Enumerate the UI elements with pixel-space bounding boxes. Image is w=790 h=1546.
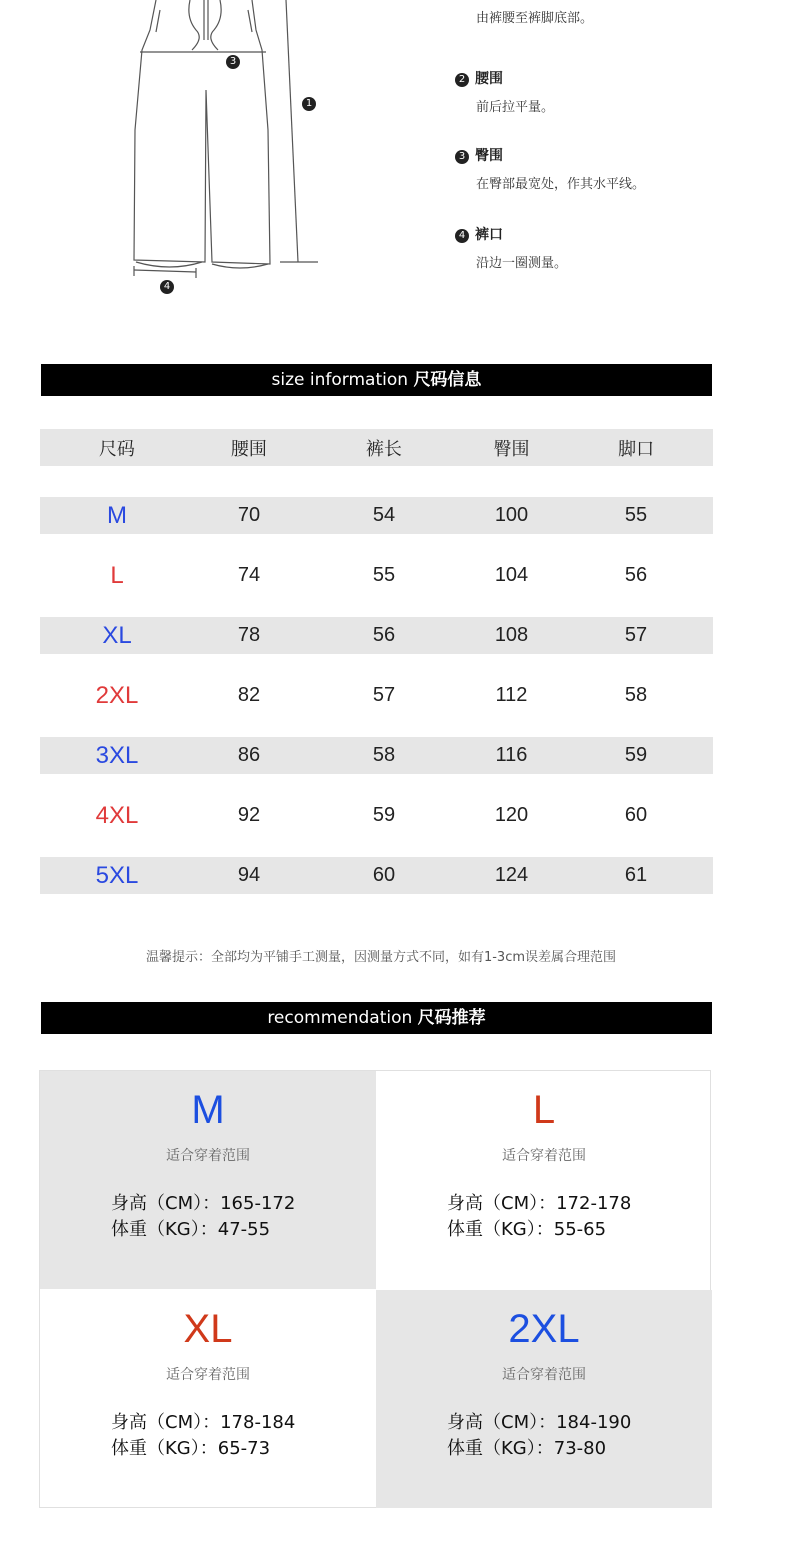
- rec-height: 身高（CM）：165-172: [111, 1193, 296, 1214]
- row-hem: 60: [624, 804, 648, 826]
- row-hip: 100: [494, 504, 529, 526]
- row-hip: 112: [495, 684, 528, 706]
- table-row: [40, 557, 713, 594]
- rec-range-label: 适合穿着范围: [166, 1148, 250, 1164]
- table-row: [40, 497, 713, 534]
- banner-en: recommendation: [267, 1008, 413, 1028]
- legend-desc: 在臀部最宽处，作其水平线。: [476, 177, 646, 192]
- row-waist: 74: [237, 564, 261, 586]
- rec-range-label: 适合穿着范围: [166, 1367, 250, 1383]
- legend-item-hem: [455, 224, 567, 271]
- legend-desc: 前后拉平量。: [476, 100, 555, 115]
- rec-size: M: [191, 1088, 225, 1132]
- diagram-marker-4: 4: [160, 280, 174, 294]
- measurement-note: 温馨提示：全部均为平铺手工测量，因测量方式不同，如有1-3cm误差属合理范围: [145, 950, 617, 965]
- row-length: 55: [372, 564, 396, 586]
- row-waist: 86: [237, 744, 261, 766]
- recommendation-banner: [41, 1002, 712, 1034]
- legend-title: 裤口: [475, 227, 503, 243]
- row-length: 60: [372, 864, 396, 886]
- row-length: 59: [372, 804, 396, 826]
- row-size: 5XL: [95, 861, 139, 889]
- row-hip: 104: [494, 564, 529, 586]
- table-row: [40, 797, 713, 834]
- legend-number: 2: [455, 73, 469, 87]
- diagram-marker-1: 1: [302, 97, 316, 111]
- row-size: XL: [102, 621, 132, 649]
- legend-item-length: [455, 7, 593, 26]
- rec-height: 身高（CM）：184-190: [447, 1412, 632, 1433]
- rec-weight: 体重（KG）：55-65: [447, 1219, 607, 1240]
- rec-weight: 体重（KG）：65-73: [111, 1438, 271, 1459]
- banner-cn: 尺码信息: [413, 370, 482, 390]
- rec-size: 2XL: [508, 1307, 580, 1351]
- row-length: 57: [372, 684, 396, 706]
- rec-range-label: 适合穿着范围: [502, 1367, 586, 1383]
- recommendation-grid: [39, 1070, 711, 1508]
- row-waist: 82: [237, 684, 261, 706]
- legend-number: 3: [455, 150, 469, 164]
- diagram-marker-3: 3: [226, 55, 240, 69]
- recommendation-card-xl: [40, 1290, 376, 1508]
- row-size: L: [110, 561, 124, 589]
- recommendation-card-2xl: [376, 1290, 712, 1508]
- row-hem: 59: [624, 744, 648, 766]
- row-hem: 58: [624, 684, 648, 706]
- rec-range-label: 适合穿着范围: [502, 1148, 586, 1164]
- row-hip: 108: [494, 624, 529, 646]
- row-hem: 55: [624, 504, 648, 526]
- recommendation-card-m: [40, 1071, 376, 1289]
- header-length: 裤长: [365, 438, 402, 460]
- table-header-row: [40, 429, 713, 466]
- rec-height: 身高（CM）：178-184: [111, 1412, 296, 1433]
- header-size: 尺码: [98, 438, 135, 460]
- header-hip: 臀围: [493, 438, 530, 460]
- row-hem: 57: [624, 624, 648, 646]
- size-information-banner: [41, 364, 712, 396]
- row-size: 2XL: [95, 681, 139, 709]
- row-hip: 124: [494, 864, 529, 886]
- legend-item-waist: [455, 68, 554, 115]
- row-length: 54: [372, 504, 396, 526]
- row-hem: 56: [624, 564, 648, 586]
- legend-title: 腰围: [475, 71, 503, 87]
- row-length: 58: [372, 744, 396, 766]
- banner-cn: 尺码推荐: [417, 1008, 486, 1028]
- rec-height: 身高（CM）：172-178: [447, 1193, 632, 1214]
- row-hip: 116: [495, 744, 528, 766]
- row-hip: 120: [494, 804, 529, 826]
- table-row: [40, 737, 713, 774]
- header-hem: 脚口: [618, 438, 655, 460]
- legend-item-hip: [455, 145, 645, 192]
- row-waist: 94: [237, 864, 261, 886]
- banner-en: size information: [271, 370, 409, 390]
- row-size: M: [107, 501, 127, 529]
- size-table: [40, 429, 713, 498]
- row-waist: 92: [237, 804, 261, 826]
- table-row: [40, 617, 713, 654]
- row-size: 3XL: [95, 741, 139, 769]
- row-waist: 70: [237, 504, 261, 526]
- rec-size: L: [532, 1088, 556, 1132]
- row-waist: 78: [237, 624, 261, 646]
- legend-number: 4: [455, 229, 469, 243]
- legend-desc: 由裤腰至裤脚底部。: [476, 11, 594, 26]
- table-row: [40, 677, 713, 714]
- legend-title: 臀围: [475, 148, 503, 164]
- legend-desc: 沿边一圈测量。: [476, 256, 568, 271]
- rec-size: XL: [183, 1307, 233, 1351]
- pants-measurement-diagram: [120, 0, 340, 310]
- row-length: 56: [372, 624, 396, 646]
- header-waist: 腰围: [230, 438, 267, 460]
- rec-weight: 体重（KG）：73-80: [447, 1438, 607, 1459]
- table-row: [40, 857, 713, 894]
- rec-weight: 体重（KG）：47-55: [111, 1219, 271, 1240]
- row-hem: 61: [624, 864, 648, 886]
- row-size: 4XL: [95, 801, 139, 829]
- recommendation-card-l: [376, 1071, 712, 1289]
